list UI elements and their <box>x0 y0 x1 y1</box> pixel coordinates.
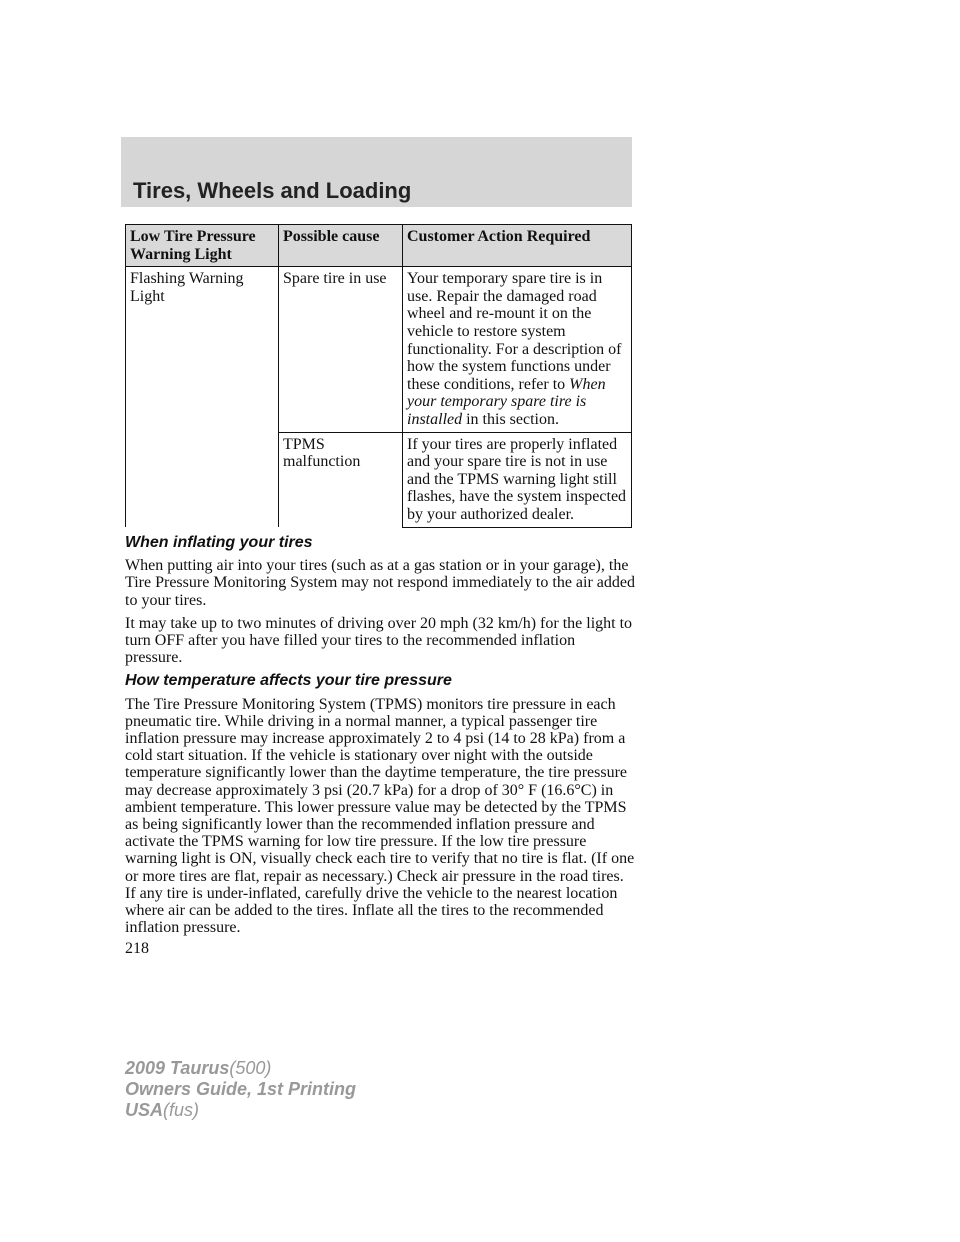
cell-action <box>403 267 632 432</box>
footer-line-model <box>125 1058 356 1079</box>
section-heading: How temperature affects your tire pressure <box>125 672 452 690</box>
footer-guide: Owners Guide, 1st Printing <box>125 1079 357 1099</box>
column-header-action: Customer Action Required <box>403 225 632 267</box>
cell-cause: Spare tire in use <box>279 267 403 432</box>
print-footer <box>125 1058 356 1121</box>
column-header-light: Low Tire Pressure Warning Light <box>126 225 279 267</box>
footer-market-code: (fus) <box>163 1100 200 1120</box>
footer-model: 2009 Taurus <box>125 1058 230 1078</box>
table-header-row <box>126 225 632 267</box>
cell-light <box>126 432 279 527</box>
section-title: Tires, Wheels and Loading <box>133 178 412 203</box>
cell-cause: TPMS malfunction <box>279 432 403 527</box>
body-text <box>125 534 635 942</box>
action-text: Your temporary spare tire is in use. Repair the damaged road wheel and re-mount it on the vehicle to restore system functionality. For a description of how the system functions under these conditions, refer to <box>407 270 622 393</box>
action-tail: in this section. <box>462 410 559 428</box>
column-header-cause: Possible cause <box>279 225 403 267</box>
footer-line-market <box>125 1100 356 1121</box>
page-number: 218 <box>125 940 149 957</box>
cell-action: If your tires are properly inflated and your spare tire is not in use and the TPMS warning light still flashes, have the system inspected by your authorized dealer. <box>403 432 632 527</box>
footer-line-guide <box>125 1079 356 1100</box>
footer-model-code: (500) <box>229 1058 272 1078</box>
footer-market: USA <box>125 1100 164 1120</box>
table-row <box>126 432 632 527</box>
paragraph: It may take up to two minutes of driving over 20 mph (32 km/h) for the light to turn OFF after you have filled your tires to the recommended inflation pressure. <box>125 614 633 667</box>
tpms-warning-table <box>125 224 632 528</box>
paragraph: The Tire Pressure Monitoring System (TPMS) monitors tire pressure in each pneumatic tire. While driving in a normal manner, a typical passenger tire inflation pressure may increase approximately 2 to 4 psi (14 to 28 kPa) from a cold start situation. If the vehicle is stationary over night with the outside temperature significantly lower than the daytime temperature, the tire pressure may decrease approximately 3 psi (20.7 kPa) for a drop of 30° F (16.6°C) in ambient temperature. This lower pressure value may be detected by the TPMS as being significantly lower than the recommended inflation pressure and activate the TPMS warning for low tire pressure. If the low tire pressure warning light is ON, visually check each tire to verify that no tire is flat. (If one or more tires are flat, repair as necessary.) Check air pressure in the road tires. If any tire is under-inflated, carefully drive the vehicle to the nearest location where air can be added to the tires. Inflate all the tires to the recommended inflation pressure. <box>125 695 635 937</box>
cross-reference: When your temporary spare tire is installed <box>407 375 606 428</box>
paragraph: When putting air into your tires (such as at a gas station or in your garage), the Tire Pressure Monitoring System may not respond immediately to the air added to your tires. <box>125 557 635 609</box>
cell-light: Flashing Warning Light <box>126 267 279 432</box>
table-row <box>126 267 632 432</box>
section-heading: When inflating your tires <box>125 534 313 551</box>
